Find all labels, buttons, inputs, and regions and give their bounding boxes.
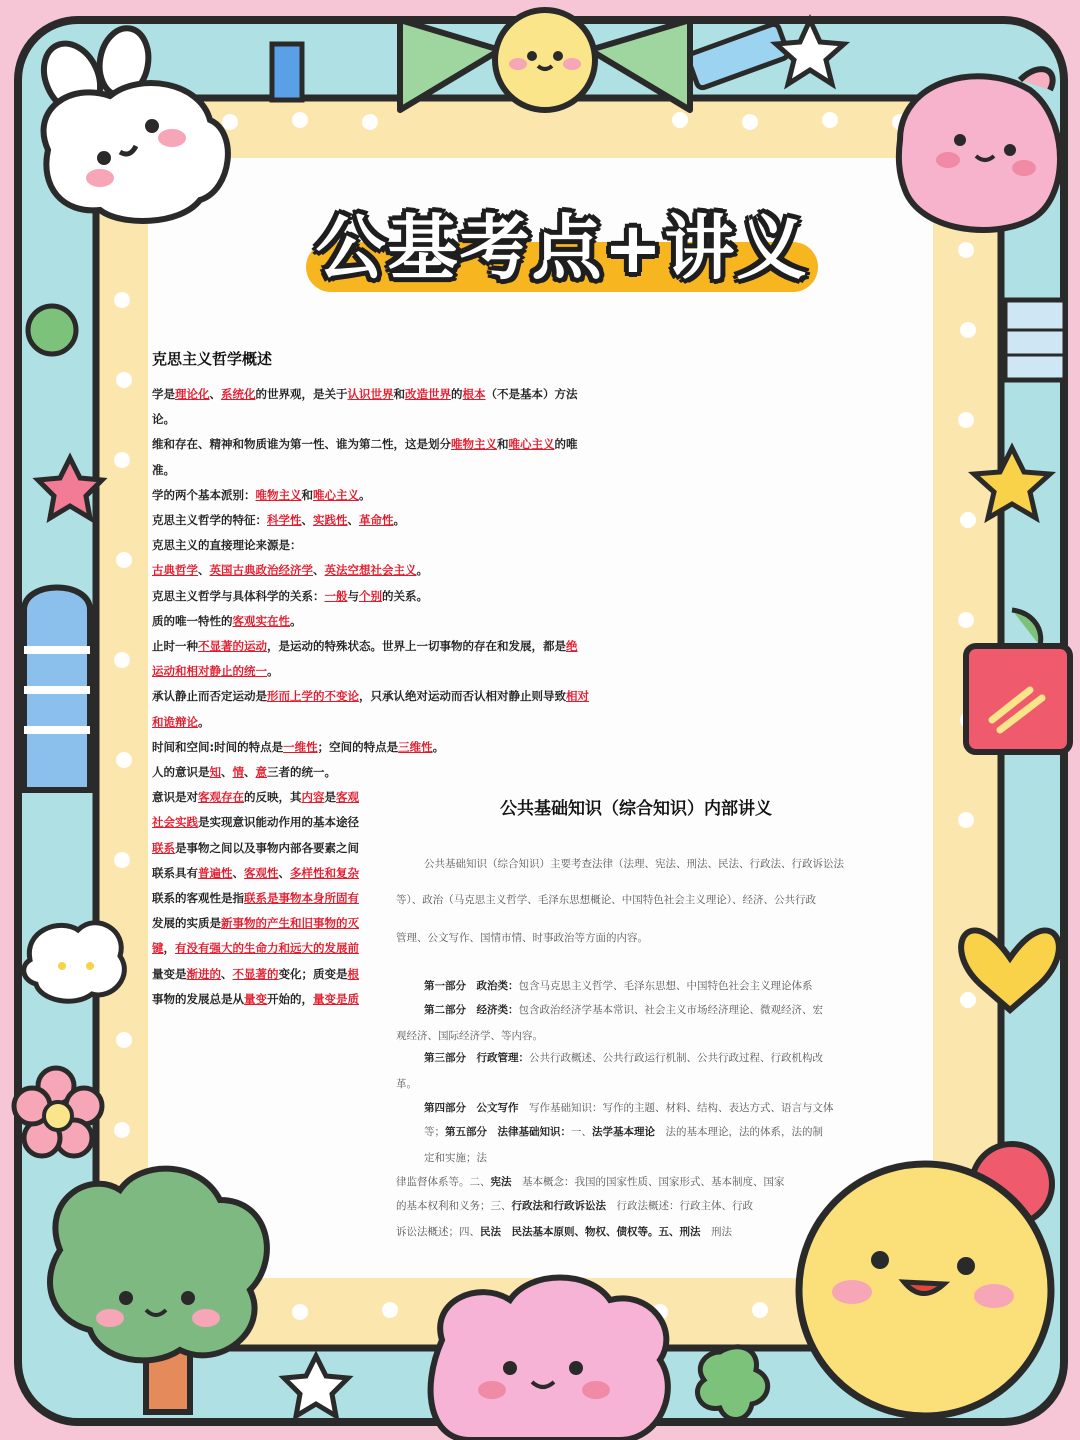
- highlighted-term: 唯物主义: [451, 437, 497, 452]
- lecture-text: 行政法概述：行政主体、行政: [606, 1200, 753, 1212]
- highlighted-term: 量变: [244, 991, 267, 1006]
- philosophy-note-line: [152, 991, 359, 1007]
- note-text: （不是基本）方法: [485, 387, 578, 401]
- philosophy-note-line: [152, 915, 359, 931]
- highlighted-term: 改造世界: [405, 387, 451, 401]
- note-text: 、: [278, 865, 290, 880]
- note-text: 的反映，其: [244, 790, 302, 805]
- highlighted-term: 客观: [336, 790, 359, 805]
- note-text: 量变是: [152, 966, 187, 981]
- highlighted-term: 新事物的产生和旧事物的灭: [221, 916, 359, 931]
- lecture-text: 革。: [396, 1078, 417, 1090]
- highlighted-term: 科学性: [267, 513, 302, 527]
- philosophy-note-line: [152, 789, 359, 805]
- philosophy-note-line: [152, 865, 359, 881]
- bold-term: 法学基本理论: [592, 1126, 655, 1138]
- philosophy-note-line: [152, 462, 175, 478]
- highlighted-term: 英法空想社会主义: [324, 563, 417, 578]
- highlighted-term: 理论化: [175, 387, 210, 401]
- note-text: 和: [497, 437, 509, 452]
- lecture-note-line: [396, 892, 816, 907]
- note-text: ；空间的特点是: [317, 739, 399, 754]
- highlighted-term: 形而上学的不变论: [267, 689, 359, 704]
- note-text: 变化；质变是: [278, 966, 348, 981]
- note-text: 联系具有: [152, 865, 198, 880]
- lecture-text: 基本概念：我国的国家性质、国家形式、基本制度、国家: [511, 1176, 785, 1188]
- note-text: 质的唯一特性的: [152, 613, 233, 628]
- note-text: 。: [198, 714, 210, 729]
- lecture-text: 公共基础知识（综合知识）主要考查法律（法理、宪法、刑法、民法、行政法、行政诉讼法: [424, 858, 844, 870]
- note-text: 的: [451, 387, 463, 401]
- note-text: 。: [416, 563, 428, 578]
- note-text: 学的两个基本派别：: [152, 487, 256, 502]
- philosophy-note-line: [152, 890, 359, 906]
- philosophy-note-line: [152, 588, 428, 604]
- highlighted-term: 键: [152, 941, 164, 956]
- note-text: 、: [198, 563, 210, 578]
- note-text: 止时一种: [152, 639, 198, 653]
- bold-term: 民法: [480, 1226, 501, 1238]
- note-text: 联系的客观性是指: [152, 891, 244, 905]
- highlighted-term: 一维性: [283, 739, 318, 754]
- lecture-note-line: [396, 1198, 753, 1213]
- highlighted-term: 系统化: [221, 387, 256, 401]
- lecture-note-line: [396, 1224, 732, 1239]
- highlighted-term: 实践性: [313, 513, 348, 527]
- lecture-text: 定和实施；法: [424, 1152, 487, 1164]
- lecture-note-line: [424, 1124, 823, 1139]
- lecture-text: 刑法: [700, 1226, 732, 1238]
- highlighted-term: 联系: [152, 840, 175, 855]
- note-text: 维和存在、精神和物质谁为第一性、谁为第二性，这是划分: [152, 437, 451, 452]
- bold-term: 第一部分 政治类：: [424, 980, 519, 992]
- highlighted-term: 社会实践: [152, 815, 198, 830]
- bold-term: 第三部分 行政管理：: [424, 1052, 529, 1064]
- philosophy-note-line: [152, 739, 444, 755]
- highlighted-term: 革命性: [359, 513, 394, 527]
- note-text: 。: [393, 513, 405, 527]
- lecture-text: 法的基本理论，法的体系，法的制: [655, 1126, 823, 1138]
- philosophy-note-line: [152, 386, 578, 402]
- highlighted-term: 联系是事物本身所固有: [244, 891, 359, 905]
- note-text: 、: [347, 513, 359, 527]
- highlighted-term: 有没有强大的生命力和远大的发展前: [175, 941, 359, 956]
- lecture-text: 诉讼法概述；四、: [396, 1226, 480, 1238]
- lecture-notes: [388, 780, 933, 1260]
- lecture-text: 观经济、国际经济学、等内容。: [396, 1030, 543, 1042]
- highlighted-term: 一般: [324, 588, 348, 603]
- lecture-note-line: [424, 1100, 834, 1115]
- philosophy-note-line: [152, 688, 589, 704]
- note-text: 。: [359, 487, 371, 502]
- philosophy-note-line: [152, 562, 428, 578]
- highlighted-term: 个别: [359, 588, 382, 603]
- lecture-text: 等；: [424, 1126, 445, 1138]
- lecture-note-line: [424, 856, 844, 871]
- lecture-notes-title: 公共基础知识（综合知识）内部讲义: [500, 799, 772, 819]
- philosophy-note-line: [152, 512, 405, 528]
- highlighted-term: 古典哲学: [152, 563, 198, 578]
- lecture-text: 管理、公文写作、国情市情、时事政治等方面的内容。: [396, 932, 648, 944]
- note-text: 、: [209, 387, 221, 401]
- highlighted-term: 渐进的: [186, 966, 221, 981]
- highlighted-term: 量变是质: [313, 991, 359, 1006]
- note-text: 。: [432, 739, 445, 754]
- highlighted-term: 不显著的运动: [198, 639, 267, 653]
- philosophy-note-line: [152, 537, 302, 553]
- lecture-text: 公共行政概述、公共行政运行机制、公共行政过程、行政机构改: [529, 1052, 823, 1064]
- note-text: 与: [347, 588, 359, 603]
- highlighted-term: 相对: [566, 689, 589, 704]
- philosophy-note-line: [152, 840, 359, 856]
- lecture-note-line: [424, 1050, 823, 1065]
- lecture-text: 包含马克思主义哲学、毛泽东思想、中国特色社会主义理论体系: [518, 980, 813, 992]
- note-text: 是实现意识能动作用的基本途径: [198, 815, 359, 830]
- note-text: 克思主义哲学与具体科学的关系：: [152, 588, 325, 603]
- bold-term: 行政法和行政诉讼法: [511, 1200, 606, 1212]
- philosophy-note-line: [152, 814, 359, 830]
- note-text: 人的意识是: [152, 765, 210, 779]
- lecture-note-line: [396, 1174, 785, 1189]
- lecture-text: 的基本权利和义务；三、: [396, 1200, 512, 1212]
- lecture-text: 包含政治经济学基本常识、社会主义市场经济理论、微观经济、宏: [518, 1004, 823, 1016]
- lecture-note-line: [424, 978, 813, 993]
- highlighted-term: 意: [255, 765, 267, 779]
- highlighted-term: 和诡辩论: [152, 714, 198, 729]
- note-text: 发展的实质是: [152, 916, 221, 931]
- philosophy-note-line: [152, 714, 210, 730]
- philosophy-note-line: [152, 613, 302, 629]
- note-text: 和: [393, 387, 405, 401]
- note-text: 的唯: [554, 437, 578, 452]
- note-text: 论。: [152, 412, 175, 427]
- note-text: 时间和空间:时间的特点是: [152, 739, 284, 754]
- highlighted-term: 内容: [301, 790, 325, 805]
- highlighted-term: 知: [209, 765, 221, 779]
- note-text: 和: [301, 487, 313, 502]
- philosophy-note-line: [152, 436, 578, 452]
- bold-term: 第五部分 法律基础知识：: [445, 1126, 571, 1138]
- note-text: 承认静止而否定运动是: [152, 689, 267, 704]
- note-text: 的关系。: [382, 588, 428, 603]
- philosophy-note-line: [152, 638, 578, 654]
- lecture-note-line: [396, 1028, 543, 1043]
- philosophy-note-line: [152, 411, 175, 427]
- highlighted-term: 唯物主义: [255, 487, 302, 502]
- lecture-note-line: [424, 1150, 487, 1165]
- highlighted-term: 运动和相对静止的统一: [152, 664, 267, 679]
- philosophy-note-line: [152, 940, 359, 956]
- highlighted-term: 英国古典政治经济学: [209, 563, 313, 578]
- lecture-text: 一、: [571, 1126, 592, 1138]
- note-text: ，只承认绝对运动而否认相对静止则导致: [359, 689, 566, 704]
- note-text: ，: [163, 941, 175, 956]
- note-text: 学是: [152, 387, 175, 401]
- title-text: 公基考点+讲义: [315, 207, 809, 289]
- note-text: 准。: [152, 462, 175, 477]
- highlighted-term: 认识世界: [347, 387, 394, 401]
- highlighted-term: 客观实在性: [232, 613, 290, 628]
- highlighted-term: 情: [232, 765, 244, 779]
- note-text: 。: [267, 664, 279, 679]
- note-text: 、: [313, 563, 325, 578]
- philosophy-note-line: [152, 764, 336, 780]
- philosophy-note-line: [152, 966, 359, 982]
- bold-term: 宪法: [490, 1176, 512, 1188]
- philosophy-notes-title: 克思主义哲学概述: [152, 350, 273, 368]
- bold-term: 民法基本原则、物权、债权等。五、刑法: [511, 1226, 701, 1238]
- note-text: 、: [232, 865, 244, 880]
- lecture-text: 律监督体系等。二、: [396, 1176, 491, 1188]
- note-text: 事物的发展总是从: [152, 991, 244, 1006]
- highlighted-term: 客观性: [244, 865, 279, 880]
- highlighted-term: 唯心主义: [313, 487, 359, 502]
- philosophy-note-line: [152, 663, 279, 679]
- note-text: 的世界观，是关于: [255, 387, 348, 401]
- highlighted-term: 唯心主义: [508, 437, 555, 452]
- bold-term: 第二部分 经济类：: [424, 1004, 519, 1016]
- note-text: ，是运动的特殊状态。世界上一切事物的存在和发展，都是: [267, 639, 566, 653]
- note-text: 、: [221, 765, 233, 779]
- philosophy-note-line: [152, 487, 371, 503]
- highlighted-term: 根本: [462, 387, 486, 401]
- note-text: 意识是对: [152, 790, 198, 805]
- highlighted-term: 客观存在: [198, 790, 244, 805]
- note-text: 克思主义的直接理论来源是：: [152, 538, 302, 553]
- note-text: 、: [244, 765, 256, 779]
- highlighted-term: 根: [347, 966, 359, 981]
- highlighted-term: 绝: [566, 639, 578, 653]
- note-text: 三者的统一。: [267, 765, 336, 779]
- highlighted-term: 普遍性: [198, 865, 233, 880]
- lecture-note-line: [396, 930, 648, 945]
- note-text: 、: [301, 513, 313, 527]
- lecture-note-line: [424, 1002, 823, 1017]
- highlighted-term: 三维性: [398, 739, 433, 754]
- note-text: 克思主义哲学的特征：: [152, 513, 267, 527]
- highlighted-term: 不显著的: [232, 966, 279, 981]
- lecture-text: 等）、政治（马克思主义哲学、毛泽东思想概论、中国特色社会主义理论）、经济、公共行政: [396, 894, 816, 906]
- note-text: 开始的，: [267, 991, 313, 1006]
- highlighted-term: 多样性和复杂: [290, 865, 359, 880]
- note-text: 是: [324, 790, 336, 805]
- lecture-text: 写作基础知识：写作的主题、材料、结构、表达方式、语言与文体: [518, 1102, 834, 1114]
- bold-term: 第四部分 公文写作: [424, 1102, 519, 1114]
- lecture-text: [501, 1226, 512, 1238]
- note-text: 、: [221, 966, 233, 981]
- note-text: 。: [290, 613, 302, 628]
- lecture-note-line: [396, 1076, 417, 1091]
- note-text: 是事物之间以及事物内部各要素之间: [175, 840, 359, 855]
- poster-title: [306, 206, 818, 290]
